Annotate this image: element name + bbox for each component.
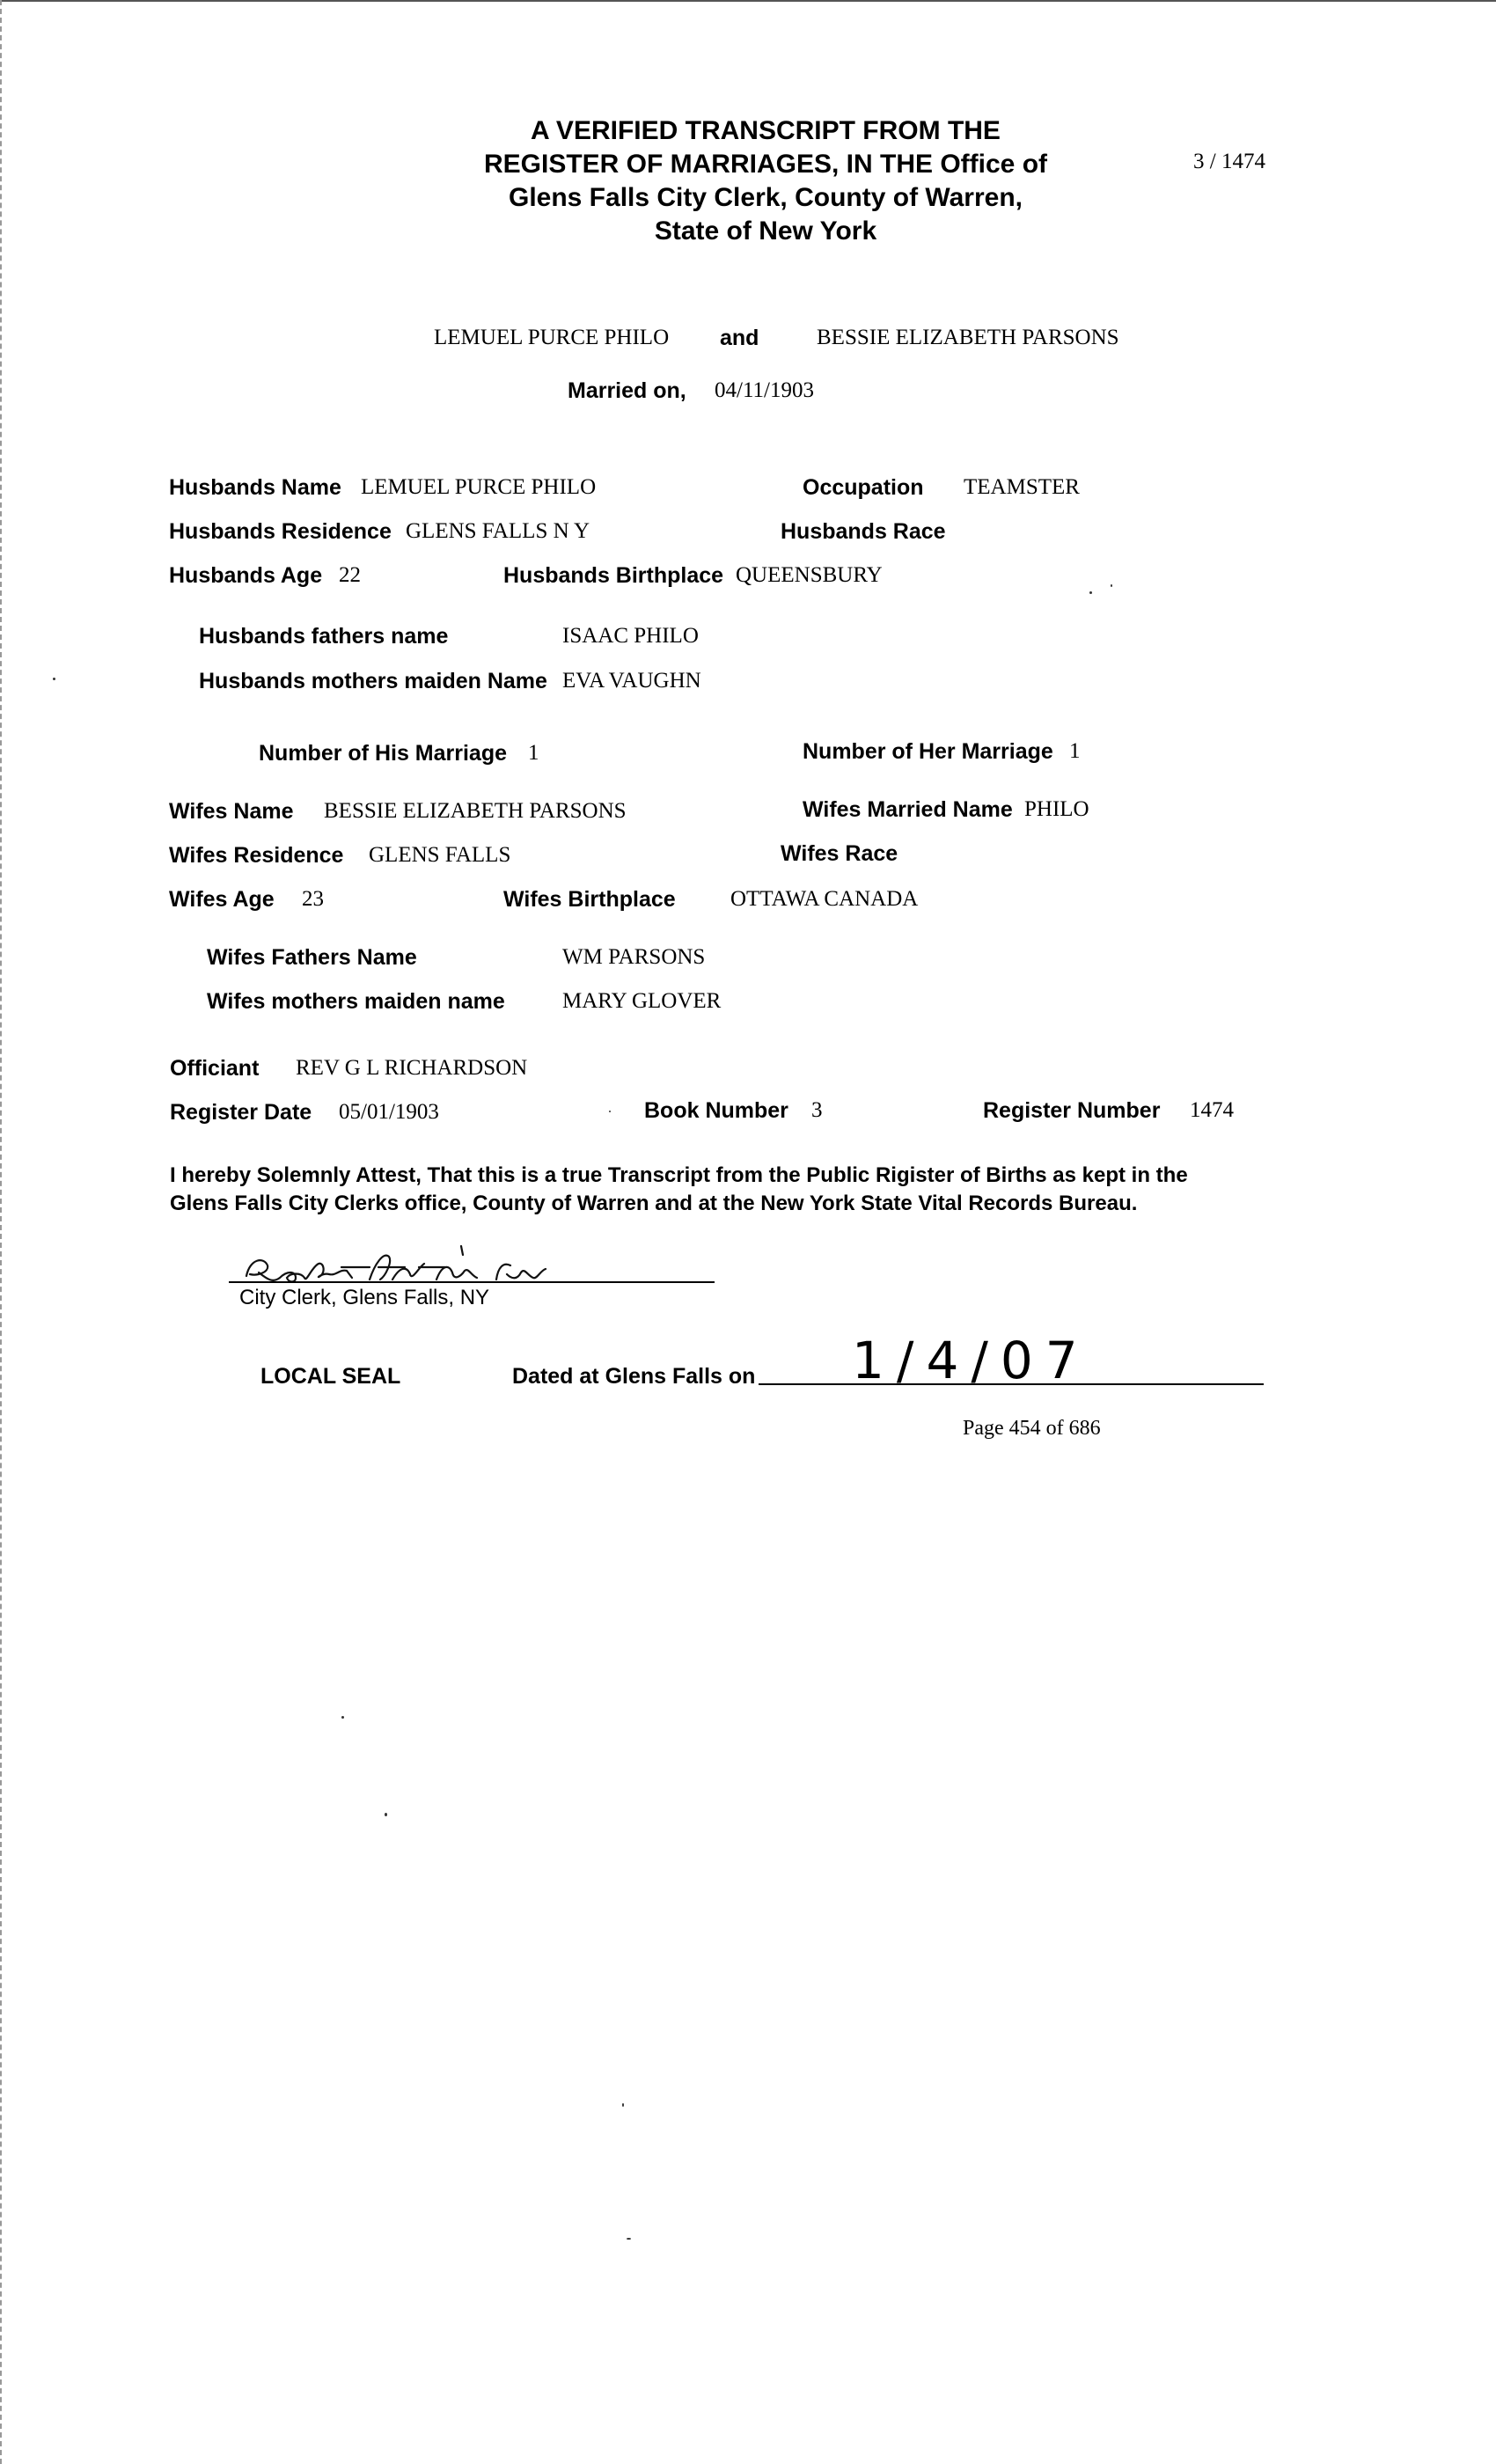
scan-speck xyxy=(53,678,55,680)
officiant-value: REV G L RICHARDSON xyxy=(296,1056,528,1080)
title-line-4: State of New York xyxy=(654,216,877,246)
dated-label: Dated at Glens Falls on xyxy=(512,1364,756,1389)
wife-birthplace-label: Wifes Birthplace xyxy=(503,887,676,912)
attest-line-2: Glens Falls City Clerks office, County of Warren and at the New York State Vital Records Bureau. xyxy=(170,1192,1138,1215)
husband-residence: GLENS FALLS N Y xyxy=(406,519,590,543)
title-line-1: A VERIFIED TRANSCRIPT FROM THE xyxy=(531,116,1001,145)
signature-line xyxy=(229,1281,715,1283)
wife-name-label: Wifes Name xyxy=(169,799,294,824)
wife-residence-label: Wifes Residence xyxy=(169,843,344,868)
wife-name: BESSIE ELIZABETH PARSONS xyxy=(324,799,627,823)
her-marriage-label: Number of Her Marriage xyxy=(803,739,1053,764)
husband-father-label: Husbands fathers name xyxy=(199,624,449,649)
husband-age-label: Husbands Age xyxy=(169,563,323,588)
husband-birthplace-label: Husbands Birthplace xyxy=(503,563,724,588)
wife-father: WM PARSONS xyxy=(562,945,706,969)
wife-birthplace: OTTAWA CANADA xyxy=(730,887,919,911)
local-seal-label: LOCAL SEAL xyxy=(260,1364,401,1389)
husband-name: LEMUEL PURCE PHILO xyxy=(361,475,597,499)
scan-left-edge xyxy=(0,0,2,2464)
wife-married-name: PHILO xyxy=(1024,797,1089,821)
husband-mother-label: Husbands mothers maiden Name xyxy=(199,669,547,693)
scan-speck xyxy=(341,1716,344,1719)
husband-father: ISAAC PHILO xyxy=(562,624,699,648)
scan-speck xyxy=(627,2238,631,2240)
wife-married-name-label: Wifes Married Name xyxy=(803,797,1013,822)
scan-speck xyxy=(1089,591,1092,594)
register-number-label: Register Number xyxy=(983,1098,1161,1123)
book-number: 3 xyxy=(811,1098,823,1122)
title-line-3: Glens Falls City Clerk, County of Warren, xyxy=(508,183,1023,212)
book-number-label: Book Number xyxy=(644,1098,788,1123)
occupation-label: Occupation xyxy=(803,475,924,500)
page-number: Page 454 of 686 xyxy=(963,1417,1101,1440)
scan-speck xyxy=(609,1111,611,1112)
register-number: 1474 xyxy=(1190,1098,1234,1122)
husband-race-label: Husbands Race xyxy=(781,519,946,544)
title-line-2: REGISTER OF MARRIAGES, IN THE Office of xyxy=(483,150,1048,179)
scan-top-edge xyxy=(0,0,1496,2)
wife-father-label: Wifes Fathers Name xyxy=(207,945,417,970)
reference-number: 3 / 1474 xyxy=(1193,150,1265,173)
his-marriage-label: Number of His Marriage xyxy=(259,741,508,766)
wife-mother-label: Wifes mothers maiden name xyxy=(207,989,505,1014)
his-marriage-number: 1 xyxy=(528,741,539,765)
wife-residence: GLENS FALLS xyxy=(369,843,511,867)
wife-age-label: Wifes Age xyxy=(169,887,275,912)
married-on-label: Married on, xyxy=(568,378,686,403)
wife-mother: MARY GLOVER xyxy=(562,989,722,1013)
couple-husband-name: LEMUEL PURCE PHILO xyxy=(434,326,670,349)
register-date-label: Register Date xyxy=(170,1100,312,1125)
her-marriage-number: 1 xyxy=(1069,739,1081,763)
register-date: 05/01/1903 xyxy=(339,1100,439,1124)
occupation-value: TEAMSTER xyxy=(964,475,1080,499)
husband-residence-label: Husbands Residence xyxy=(169,519,392,544)
document-title xyxy=(370,114,1162,248)
husband-name-label: Husbands Name xyxy=(169,475,341,500)
scan-speck xyxy=(622,2103,624,2107)
husband-mother: EVA VAUGHN xyxy=(562,669,701,693)
dated-value: 1/4/07 xyxy=(852,1331,1090,1390)
scan-speck xyxy=(385,1813,387,1816)
wife-race-label: Wifes Race xyxy=(781,841,898,866)
officiant-label: Officiant xyxy=(170,1056,260,1081)
dated-line xyxy=(759,1383,1264,1385)
scan-speck xyxy=(1111,584,1112,587)
clerk-title: City Clerk, Glens Falls, NY xyxy=(239,1286,490,1309)
husband-age: 22 xyxy=(339,563,361,587)
wife-age: 23 xyxy=(302,887,324,911)
attest-line-1: I hereby Solemnly Attest, That this is a true Transcript from the Public Rigister of Births as kept in the xyxy=(170,1163,1188,1187)
husband-birthplace: QUEENSBURY xyxy=(736,563,883,587)
couple-wife-name: BESSIE ELIZABETH PARSONS xyxy=(817,326,1119,349)
married-on-date: 04/11/1903 xyxy=(715,378,814,402)
couple-and: and xyxy=(720,326,759,350)
